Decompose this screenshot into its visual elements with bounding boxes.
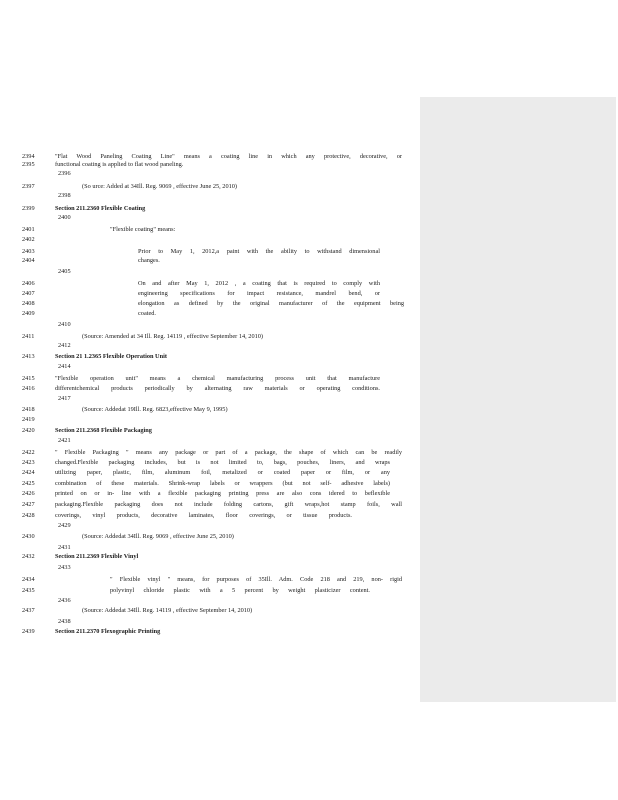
line-number: 2406 — [22, 280, 35, 287]
sub-line-number: 2429 — [58, 522, 71, 529]
section-heading: Section 21 1.2365 Flexible Operation Unit — [55, 353, 167, 360]
line-number: 2408 — [22, 300, 35, 307]
line-number: 2416 — [22, 385, 35, 392]
line-text: (So urce: Added at 34Ill. Reg. 9069 , effective June 25, 2010) — [82, 183, 237, 190]
sub-line-number: 2414 — [58, 363, 71, 370]
line-number: 2399 — [22, 205, 35, 212]
section-heading: Section 211.2370 Flexographic Printing — [55, 628, 161, 635]
sub-line-number: 2417 — [58, 395, 71, 402]
line-number: 2439 — [22, 628, 35, 635]
sub-line-number: 2412 — [58, 342, 71, 349]
line-text: (Source: Addedat 19Ill. Reg. 6823,effective May 9, 1995) — [82, 406, 228, 413]
line-text: differentchemical products periodically by alternating raw materials or operating conditions. — [55, 385, 380, 392]
section-heading: Section 211.2368 Flexible Packaging — [55, 427, 152, 434]
line-text: (Source: Addedat 34Ill. Reg. 14119 , effective September 14, 2010) — [82, 607, 253, 614]
sub-line-number: 2431 — [58, 544, 71, 551]
line-number: 2420 — [22, 427, 35, 434]
line-number: 2407 — [22, 290, 35, 297]
line-number: 2423 — [22, 459, 35, 466]
sub-line-number: 2405 — [58, 268, 71, 275]
sub-line-number: 2438 — [58, 618, 71, 625]
line-text: changes. — [138, 257, 160, 264]
line-number: 2419 — [22, 416, 35, 423]
line-text: elongation as defined by the original manufacturer of the equipment being — [138, 300, 404, 307]
section-heading: Section 211.2360 Flexible Coating — [55, 205, 146, 212]
line-text: Prior to May 1, 2012,a paint with the ability to withstand dimensional — [138, 248, 380, 255]
line-number: 2425 — [22, 480, 35, 487]
line-number: 2427 — [22, 501, 35, 508]
line-text: "Flexible operation unit" means a chemical manufacturing process unit that manufacture — [55, 375, 380, 382]
line-text: coverings, vinyl products, decorative laminates, floor coverings, or tissue products. — [55, 512, 352, 519]
section-heading: Section 211.2369 Flexible Vinyl — [55, 553, 139, 560]
line-number: 2401 — [22, 226, 35, 233]
line-number: 2413 — [22, 353, 35, 360]
line-number: 2430 — [22, 533, 35, 540]
line-text: coated. — [138, 310, 157, 317]
line-text: packaging.Flexible packaging does not include folding cartons, gift wraps,hot stamp foils, wall — [55, 501, 402, 508]
line-number: 2434 — [22, 576, 35, 583]
line-text: changed.Flexible packaging includes, but is not limited to, bags, pouches, liners, and wraps — [55, 459, 390, 466]
line-number: 2435 — [22, 587, 35, 594]
line-text: engineering specifications for impact resistance, mandrel bend, or — [138, 290, 380, 297]
sub-line-number: 2400 — [58, 214, 71, 221]
comment-pane — [420, 97, 616, 702]
line-text: utilizing paper, plastic, film, aluminum foil, metalized or coated paper or film, or any — [55, 469, 390, 476]
line-text: functional coating is applied to flat wood paneling. — [55, 161, 184, 168]
sub-line-number: 2436 — [58, 597, 71, 604]
line-text: "Flat Wood Paneling Coating Line" means a coating line in which any protective, decorative, or — [55, 153, 402, 160]
line-text: polyvinyl chloride plastic with a 5 percent by weight plasticizer content. — [110, 587, 370, 594]
line-number: 2432 — [22, 553, 35, 560]
line-number: 2422 — [22, 449, 35, 456]
line-number: 2395 — [22, 161, 35, 168]
line-text: On and after May 1, 2012 , a coating that is required to comply with — [138, 280, 380, 287]
line-number: 2402 — [22, 236, 35, 243]
line-number: 2428 — [22, 512, 35, 519]
line-text: " Flexible vinyl " means, for purposes of 35Ill. Adm. Code 218 and 219, non- rigid — [110, 576, 402, 583]
line-text: (Source: Addedat 34Ill. Reg. 9069 , effective June 25, 2010) — [82, 533, 234, 540]
line-number: 2397 — [22, 183, 35, 190]
sub-line-number: 2421 — [58, 437, 71, 444]
line-number: 2437 — [22, 607, 35, 614]
line-number: 2404 — [22, 257, 35, 264]
line-number: 2409 — [22, 310, 35, 317]
sub-line-number: 2396 — [58, 170, 71, 177]
line-number: 2415 — [22, 375, 35, 382]
line-number: 2426 — [22, 490, 35, 497]
line-number: 2411 — [22, 333, 35, 340]
line-number: 2424 — [22, 469, 35, 476]
line-text: (Source: Amended at 34 Ill. Reg. 14119 , effective September 14, 2010) — [82, 333, 263, 340]
line-text: combination of these materials. Shrink-wrap labels or wrappers (but not self- adhesive labels) — [55, 480, 390, 487]
sub-line-number: 2398 — [58, 192, 71, 199]
line-text: "Flexible coating" means: — [110, 226, 176, 233]
line-number: 2394 — [22, 153, 35, 160]
sub-line-number: 2410 — [58, 321, 71, 328]
line-text: printed on or in- line with a flexible packaging printing press are also cons idered to beflexible — [55, 490, 390, 497]
sub-line-number: 2433 — [58, 564, 71, 571]
line-number: 2418 — [22, 406, 35, 413]
line-text: " Flexible Packaging " means any package or part of a package, the shape of which can be readily — [55, 449, 402, 456]
line-number: 2403 — [22, 248, 35, 255]
